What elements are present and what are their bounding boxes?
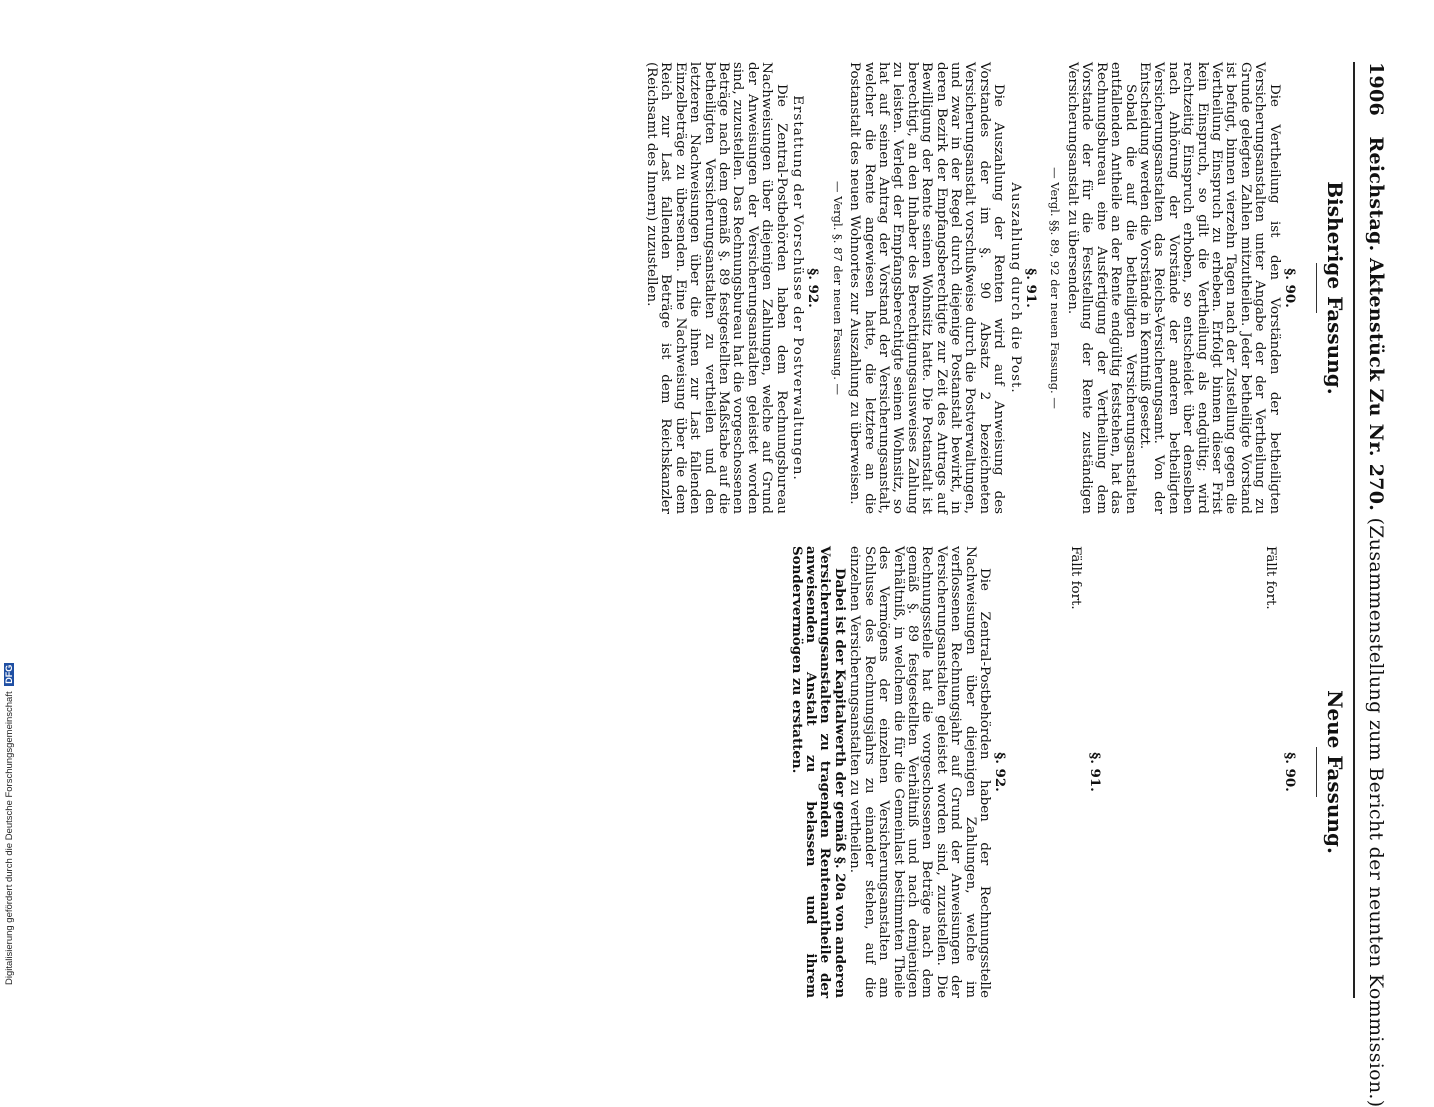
left-s92-subtitle: Erstattung der Vorschüsse der Postverwaltungen. bbox=[790, 95, 805, 481]
left-s90-paragraph-1: Die Vertheilung ist den Vorständen der betheiligten Versicherungsanstalten unter Angabe der der Vertheilung zu Grunde gelegten Zahlen mitzutheilen. Jeder betheiligte Vorstand ist befugt, binnen vierzehn Tagen nach der Zustellung gegen die Vertheilung Einspruch zu erheben. Erfolgt binnen dieser Frist kein Einspruch, so gilt die Vertheilung als endgültig; wird rechtzeitig Einspruch erhoben, so entscheidet über denselben nach Anhörung der Vorstände der anderen betheiligten Versicherungsanstalten das Reichs-Versicherungsamt. Von der Entscheidung werden die Vorstände in Kenntniß gesetzt. bbox=[1136, 62, 1282, 514]
digitization-credit bbox=[4, 663, 15, 985]
right-spacer-1 bbox=[1112, 546, 1262, 998]
header-aktenstueck: Aktenstück Zu Nr. 270. bbox=[1365, 257, 1387, 512]
right-s92-paragraph-2: Dabei ist der Kapitalwerth der gemäß §. 20a von anderen Versicherungsanstalten zu tragenden Rentenantheile der anweisenden Anstalt zu belassen und ihrem Sondervermögen zu erstatten. bbox=[788, 546, 848, 998]
left-heading-text: Bisherige Fassung. bbox=[1323, 181, 1347, 395]
right-heading-text: Neue Fassung. bbox=[1323, 690, 1347, 854]
left-s91-title: §. 91. bbox=[1023, 268, 1040, 308]
right-s92-paragraph-1: Die Zentral-Postbehörden haben der Rechnungsstelle Nachweisungen über diejenigen Zahlungen, welche im verflossenen Rechnungsjahr auf Grund der Anweisungen der Versicherungsanstalten geleistet worden sind, zuzustellen. Die Rechnungsstelle hat die vorgeschossenen Beträge nach dem gemäß §. 89 festgestellten Verhältniß und nach demjenigen Verhältniß, in welchem die für die Gemeinlast bestimmten Theile des Vermögens der einzelnen Versicherungsanstalten am Schlusse des Rechnungsjahrs zu einander stehen, auf die einzelnen Versicherungsanstalten zu vertheilen. bbox=[847, 546, 992, 998]
right-column-heading bbox=[1316, 546, 1347, 998]
header-reichstag: Reichstag. bbox=[1365, 136, 1387, 252]
right-s90-title: §. 90. bbox=[1282, 752, 1298, 792]
header-rule bbox=[1353, 62, 1355, 998]
right-s91-text: Fällt fort. bbox=[1067, 546, 1083, 610]
left-column-heading bbox=[1316, 62, 1347, 514]
left-column bbox=[644, 62, 1307, 514]
right-s90-text: Fällt fort. bbox=[1262, 546, 1278, 610]
right-s92-title: §. 92. bbox=[992, 752, 1009, 792]
left-s91-subtitle: Auszahlung durch die Post. bbox=[1007, 182, 1023, 394]
header-title: (Zusammenstellung zum Bericht der neunten Kommission.) bbox=[1365, 517, 1387, 1107]
left-s92-paragraph: Die Zentral-Postbehörden haben dem Rechnungsbureau Nachweisungen über diejenigen Zahlungen, welche auf Grund der Anweisungen der Versicherungsanstalten geleistet worden sind, zuzustellen. Das Rechnungsbureau hat die vorgeschossenen Beträge nach dem gemäß §. 89 festgestellten Maßstabe auf die betheiligten Versicherungsanstalten zu vertheilen und den letzteren Nachweisungen über die ihnen zur Last fallenden Einzelbeträge zu übersenden. Eine Nachweisung über die dem Reich zur Last fallenden Beträge ist dem Reichskanzler (Reichsamt des Innern) zuzustellen. bbox=[643, 62, 789, 514]
left-s91-paragraph: Die Auszahlung der Renten wird auf Anweisung des Vorstandes der im §. 90 Absatz 2 bezeichneten Versicherungsanstalt vorschußweise durch die Postverwaltungen, und zwar in der Regel durch diejenige Postanstalt bewirkt, in deren Bezirk der Empfangsberechtigte zur Zeit des Antrags auf Bewilligung der Rente seinen Wohnsitz hatte. Die Postanstalt ist berechtigt, an den Inhaber des Berechtigungsausweises Zahlung zu leisten. Verlegt der Empfangsberechtigte seinen Wohnsitz, so hat auf seinen Antrag der Vorstand der Versicherungsanstalt, welcher die Rente angewiesen hatte, die letztere an die Postanstalt des neuen Wohnortes zur Auszahlung zu überweisen. bbox=[847, 62, 1007, 514]
right-column bbox=[789, 546, 1307, 998]
credit-text: Digitalisierung gefördert durch die Deutsche Forschungsgemeinschaft bbox=[4, 691, 15, 985]
left-s92-title: §. 92. bbox=[805, 268, 822, 308]
left-s90-title: §. 90. bbox=[1282, 268, 1298, 308]
left-heading-rule bbox=[1316, 263, 1317, 313]
left-s90-reference: — Vergl. §§. 89, 92 der neuen Fassung. — bbox=[1048, 167, 1063, 409]
rotated-page bbox=[93, 62, 1387, 1107]
left-s90-paragraph-2: Sobald die auf die betheiligten Versicherungsanstalten entfallenden Antheile an der Rente endgültig feststehen, hat das Rechnungsbureau eine Ausfertigung der Vertheilung dem Vorstande der für die Feststellung der Rente zuständigen Versicherungsanstalt zu übersenden. bbox=[1064, 62, 1138, 514]
right-s91-title: §. 91. bbox=[1087, 752, 1104, 792]
right-spacer-2 bbox=[1017, 546, 1067, 998]
left-s91-reference: — Vergl. §. 87 der neuen Fassung. — bbox=[830, 180, 845, 396]
right-heading-rule bbox=[1316, 747, 1317, 797]
dfg-logo-icon: DFG bbox=[4, 664, 14, 684]
running-header bbox=[1357, 62, 1387, 1107]
header-year: 1906 bbox=[1365, 62, 1387, 117]
